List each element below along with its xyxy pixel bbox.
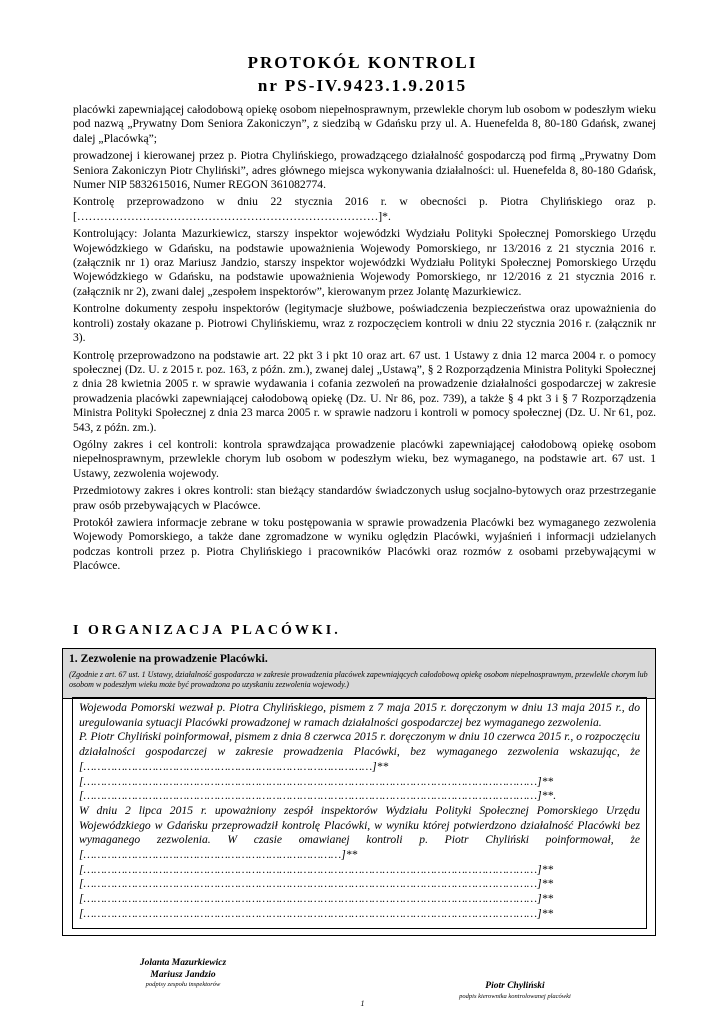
permit-box-header [63, 649, 655, 699]
director-caption: podpis kierownika kontrolowanej placówki [459, 992, 571, 1000]
paragraph-inspection-date: Kontrolę przeprowadzono w dniu 22 stycznia 2016 r. w obecności p. Piotra Chylińskiego oraz p. [……………………………………………………………………]*. [73, 195, 656, 223]
paragraph-facility: placówki zapewniającej całodobową opiekę osobom niepełnosprawnym, przewlekle chorym lub osobom w podeszłym wieku pod nazwą „Prywatny Dom Seniora Zakoniczyn”, z siedzibą w Gdańsku przy ul. A. Huenefelda 8, 80-180 Gdańsk, zwanej dalej „Placówką”; [73, 103, 656, 145]
box-line: [……………………………………………………………………………………………………………………]** [79, 892, 554, 906]
box-line: [……………………………………………………………………………………………………………………]** [79, 877, 554, 891]
box-line: W dniu 2 lipca 2015 r. upoważniony zespół inspektorów Wydziału Polityki Społecznej Pomorskiego Urzędu Wojewódzkiego w Gdańsku przeprowadził kontrolę Placówki, w wyniku której potwierdzono działalność Placówki bez wymaganego zezwolenia. W czasie omawianej kontroli p. Piotr Chyliński poinformował, że […………………………………………………………………]** [79, 803, 640, 862]
inspector-name: Mariusz Jandzio [150, 969, 216, 980]
section-heading: I ORGANIZACJA PLACÓWKI. [73, 623, 341, 638]
paragraph-operator: prowadzonej i kierowanej przez p. Piotra Chylińskiego, prowadzącego działalność gospodarczą pod firmą „Prywatny Dom Seniora Zakoniczyn Piotr Chyliński”, adres głównego miejsca wykonywania działalności: ul. Huenefelda 8, 80-180 Gdańsk, Numer NIP 5832615016, Numer REGON 361082774. [73, 149, 656, 192]
document-body [73, 103, 656, 577]
page-number: 1 [360, 999, 365, 1008]
paragraph-protocol-contents: Protokół zawiera informacje zebrane w toku postępowania w sprawie prowadzenia Placówki bez wymaganego zezwolenia Wojewody Pomorskiego, a także dane zgromadzone w wyniku oględzin Placówki, wyjaśnień i informacji udzielanych podczas kontroli przez p. Piotra Chylińskiego i pracowników Placówki oraz rozmów z osobami przebywającymi w Placówce. [73, 515, 656, 573]
director-name: Piotr Chyliński [485, 981, 545, 991]
document-title: PROTOKÓŁ KONTROLI [247, 53, 478, 72]
permit-box-content [72, 697, 647, 929]
box-line: Wojewoda Pomorski wezwał p. Piotra Chylińskiego, pismem z 7 maja 2015 r. doręczonym w dniu 13 maja 2015 r., do uregulowania sytuacji Placówki prowadzonej w ramach działalności gospodarczej bez wymaganego zezwolenia. [79, 701, 640, 729]
paragraph-legal-basis: Kontrolę przeprowadzono na podstawie art. 22 pkt 3 i pkt 10 oraz art. 67 ust. 1 Ustawy z dnia 12 marca 2004 r. o pomocy społecznej (Dz. U. z 2015 r. poz. 163, z późn. zm.), zwanej dalej „Ustawą”, § 2 Rozporządzenia Ministra Polityki Społecznej z dnia 28 kwietnia 2005 r. w sprawie wydawania i cofania zezwoleń na prowadzenie działalności gospodarczej w zakresie prowadzenia placówki zapewniającej całodobową opiekę (Dz. U. Nr 86, poz. 739), a także § 4 pkt 3 i § 7 Rozporządzenia Ministra Polityki Społecznej z dnia 23 marca 2005 r. w sprawie nadzoru i kontroli w pomocy społecznej (Dz. U. Nr 61, poz. 543, z późn. zm.). [73, 348, 656, 434]
permit-box-title: 1. Zezwolenie na prowadzenie Placówki. [69, 652, 268, 665]
box-line: [……………………………………………………………………………………………………………………]** [79, 906, 554, 920]
paragraph-inspectors: Kontrolujący: Jolanta Mazurkiewicz, starszy inspektor wojewódzki Wydziału Polityki Społecznej Pomorskiego Urzędu Wojewódzkiego w Gdańsku, na podstawie upoważnienia Wojewody Pomorskiego, nr 13/2016 z 21 stycznia 2016 r. (załącznik nr 1) oraz Mariusz Jandzio, starszy inspektor wojewódzki Wydziału Polityki Społecznej Pomorskiego Urzędu Wojewódzkiego w Gdańsku, na podstawie upoważnienia Wojewody Pomorskiego, nr 12/2016 z 21 stycznia 2016 r. (załącznik nr 2), zwani dalej „zespołem inspektorów”, kierowanym przez Jolantę Mazurkiewicz. [73, 227, 656, 298]
inspectors-caption: podpisy zespołu inspektorów [145, 981, 221, 988]
permit-box-text [79, 701, 640, 922]
inspectors-signature-block [113, 958, 253, 989]
paragraph-scope: Ogólny zakres i cel kontroli: kontrola sprawdzająca prowadzenie placówki zapewniającej całodobową opiekę osobom niepełnosprawnym, przewlekle chorym lub osobom w podeszłym wieku, bez wymaganego, na podstawie art. 67 ust. 1 Ustawy, zezwolenia wojewody. [73, 437, 656, 480]
paragraph-credentials: Kontrolne dokumenty zespołu inspektorów (legitymacje służbowe, poświadczenia bezpieczeństwa oraz upoważnienia do kontroli) zostały okazane p. Piotrowi Chylińskiemu, wraz z rozpoczęciem kontroli w dniu 22 stycznia 2016 r. (załącznik nr 3). [73, 302, 656, 345]
director-signature-block [440, 981, 590, 1001]
box-line: [……………………………………………………………………………………………………………………]** [79, 862, 554, 876]
box-line: [……………………………………………………………………………………………………………………]**. [79, 789, 557, 803]
paragraph-subject-scope: Przedmiotowy zakres i okres kontroli: stan bieżący standardów świadczonych usług socjalno-bytowych oraz przestrzeganie praw osób przebywających w Placówce. [73, 484, 656, 512]
box-line: P. Piotr Chyliński poinformował, pismem z dnia 8 czerwca 2015 r. doręczonym w dniu 10 czerwca 2015 r., o rozpoczęciu działalności gospodarczej w zakresie prowadzenia Placówki, bez wymaganego zezwolenia wskazując, że […………………………………………………………………………]** [79, 730, 640, 773]
box-line: [……………………………………………………………………………………………………………………]** [79, 774, 554, 788]
permit-box-note: (Zgodnie z art. 67 ust. 1 Ustawy, działalność gospodarcza w zakresie prowadzenia placówek zapewniających całodobową opiekę osobom niepełnosprawnym, przewlekle chorym lub osobom w podeszłym wieku może być prowadzona po uzyskaniu zezwolenia wojewody.) [69, 670, 648, 689]
document-number: nr PS-IV.9423.1.9.2015 [257, 76, 468, 95]
inspector-name: Jolanta Mazurkiewicz [139, 958, 227, 968]
permit-box [62, 648, 656, 936]
